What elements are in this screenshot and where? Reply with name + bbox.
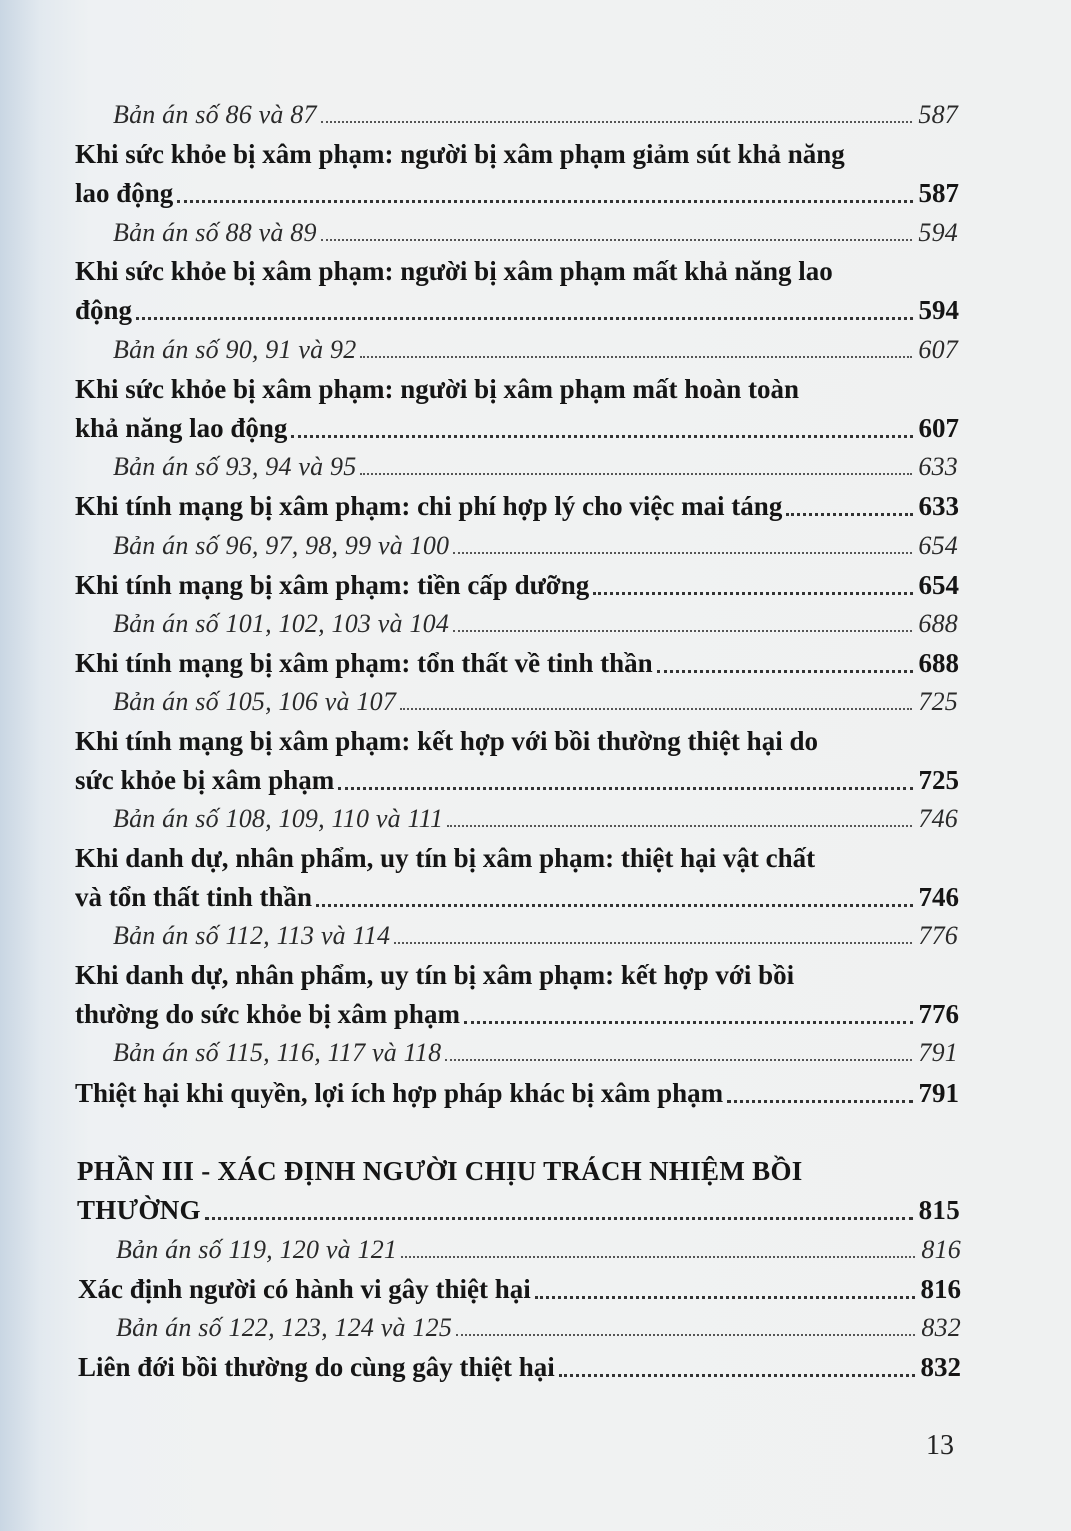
toc-page-number: 654 [918,531,958,560]
toc-entry-title: THƯỜNG [77,1195,201,1225]
dot-leader [205,1214,913,1220]
toc-page-number: 594 [918,218,958,247]
toc-entry-title: Bản án số 90, 91 và 92 [113,335,357,364]
dot-leader [535,1293,915,1299]
toc-main-entry-line1: Khi sức khỏe bị xâm phạm: người bị xâm phạm giảm sút khả năng [75,139,845,169]
toc-page-number: 633 [918,452,958,481]
toc-main-entry-line1: Khi danh dự, nhân phẩm, uy tín bị xâm phạm: kết hợp với bồi [75,960,795,990]
toc-page-number: 633 [918,491,959,521]
dot-leader [177,197,912,203]
dot-leader [445,1057,912,1061]
dot-leader [453,628,912,632]
toc-page-number: 791 [918,1038,958,1067]
toc-main-entry [75,884,959,911]
toc-entry-title: và tổn thất tinh thần [75,882,313,912]
toc-entry-title: động [75,295,133,325]
toc-entry-title: thường do sức khỏe bị xâm phạm [75,999,460,1029]
dot-leader [401,1254,915,1258]
toc-entry-title: sức khỏe bị xâm phạm [75,765,335,795]
dot-leader [291,432,912,438]
toc-page-number: 816 [921,1235,961,1264]
toc-sub-entry [113,806,958,832]
toc-page-number: 654 [918,570,959,600]
toc-entry-title: khả năng lao động [75,413,288,443]
toc-main-entry [75,572,959,599]
toc-main-entry [75,493,959,520]
toc-page-number: 776 [918,999,959,1029]
dot-leader [360,354,912,358]
dot-leader [321,119,913,123]
toc-sub-entry [113,337,958,363]
toc-main-entry [75,1080,959,1107]
toc-entry-title: lao động [75,178,174,208]
dot-leader [727,1097,912,1103]
dot-leader [464,1018,913,1024]
dot-leader [400,706,912,710]
toc-entry-title: Thiệt hại khi quyền, lợi ích hợp pháp khác bị xâm phạm [75,1078,724,1108]
dot-leader [394,940,912,944]
toc-entry-title: Khi tính mạng bị xâm phạm: tiền cấp dưỡng [75,570,590,600]
toc-page-number: 607 [918,335,958,364]
dot-leader [593,589,912,595]
toc-entry-title: Bản án số 105, 106 và 107 [113,687,397,716]
toc-sub-entry [113,533,958,559]
toc-page-number: 725 [918,765,959,795]
toc-entry-title: Bản án số 112, 113 và 114 [113,921,391,950]
toc-sub-entry [113,689,958,715]
toc-page-number: 746 [918,804,958,833]
toc-entry-title: Bản án số 88 và 89 [113,218,317,247]
toc-main-entry [75,180,959,207]
toc-entry-title: Bản án số 119, 120 và 121 [116,1235,398,1264]
dot-leader [338,784,912,790]
dot-leader [657,667,913,673]
toc-page-number: 688 [918,609,958,638]
toc-sub-entry [113,220,958,246]
dot-leader [360,471,912,475]
toc-entry-title: Bản án số 93, 94 và 95 [113,452,357,481]
toc-entry-title: Xác định người có hành vi gây thiệt hại [78,1274,531,1304]
toc-entry-title: Bản án số 86 và 87 [113,100,317,129]
dot-leader [559,1371,915,1377]
toc-main-entry [78,1354,961,1381]
toc-sub-entry [113,611,958,637]
toc-main-entry-line1: Khi sức khỏe bị xâm phạm: người bị xâm phạm mất khả năng lao [75,256,833,286]
toc-sub-entry [113,102,958,128]
toc-part-heading [77,1197,960,1224]
toc-main-entry-line1: Khi tính mạng bị xâm phạm: kết hợp với bồi thường thiệt hại do [75,726,818,756]
toc-entry-title: Bản án số 108, 109, 110 và 111 [113,804,444,833]
dot-leader [786,510,912,516]
toc-entry-title: Khi tính mạng bị xâm phạm: chi phí hợp lý cho việc mai táng [75,491,783,521]
dot-leader [453,550,912,554]
toc-entry-title: Bản án số 101, 102, 103 và 104 [113,609,450,638]
toc-sub-entry [116,1315,961,1341]
dot-leader [456,1332,915,1336]
toc-page-number: 688 [918,648,959,678]
toc-entry-title: Khi tính mạng bị xâm phạm: tổn thất về tinh thần [75,648,653,678]
toc-sub-entry [113,454,958,480]
dot-leader [136,314,912,320]
toc-entry-title: Bản án số 122, 123, 124 và 125 [116,1313,453,1342]
toc-main-entry [75,1001,959,1028]
toc-main-entry [75,767,959,794]
toc-main-entry-line1: Khi danh dự, nhân phẩm, uy tín bị xâm phạm: thiệt hại vật chất [75,843,816,873]
toc-sub-entry [116,1237,961,1263]
toc-main-entry [75,415,959,442]
toc-page-number: 815 [918,1195,960,1225]
toc-page-number: 725 [918,687,958,716]
dot-leader [447,823,912,827]
toc-main-entry [75,650,959,677]
toc-part-heading-line1: PHẦN III - XÁC ĐỊNH NGƯỜI CHỊU TRÁCH NHIỆM BỒI [77,1156,803,1186]
toc-entry-title: Bản án số 96, 97, 98, 99 và 100 [113,531,450,560]
toc-entry-title: Bản án số 115, 116, 117 và 118 [113,1038,442,1067]
dot-leader [316,901,912,907]
toc-page-number: 746 [918,882,959,912]
toc-page-number: 587 [918,178,959,208]
toc-page-number: 587 [918,100,958,129]
toc-page-number: 607 [918,413,959,443]
toc-page-number: 832 [920,1352,961,1382]
page-number-folio: 13 [926,1430,954,1461]
toc-sub-entry [113,1040,958,1066]
toc-sub-entry [113,923,958,949]
toc-main-entry-line1: Khi sức khỏe bị xâm phạm: người bị xâm phạm mất hoàn toàn [75,374,799,404]
toc-page-number: 832 [921,1313,961,1342]
toc-page-number: 776 [918,921,958,950]
toc-main-entry [75,297,959,324]
dot-leader [321,237,913,241]
toc-main-entry [78,1276,961,1303]
toc-entry-title: Liên đới bồi thường do cùng gây thiệt hại [78,1352,555,1382]
toc-page-number: 816 [920,1274,961,1304]
toc-page-number: 594 [918,295,959,325]
toc-page-number: 791 [918,1078,959,1108]
